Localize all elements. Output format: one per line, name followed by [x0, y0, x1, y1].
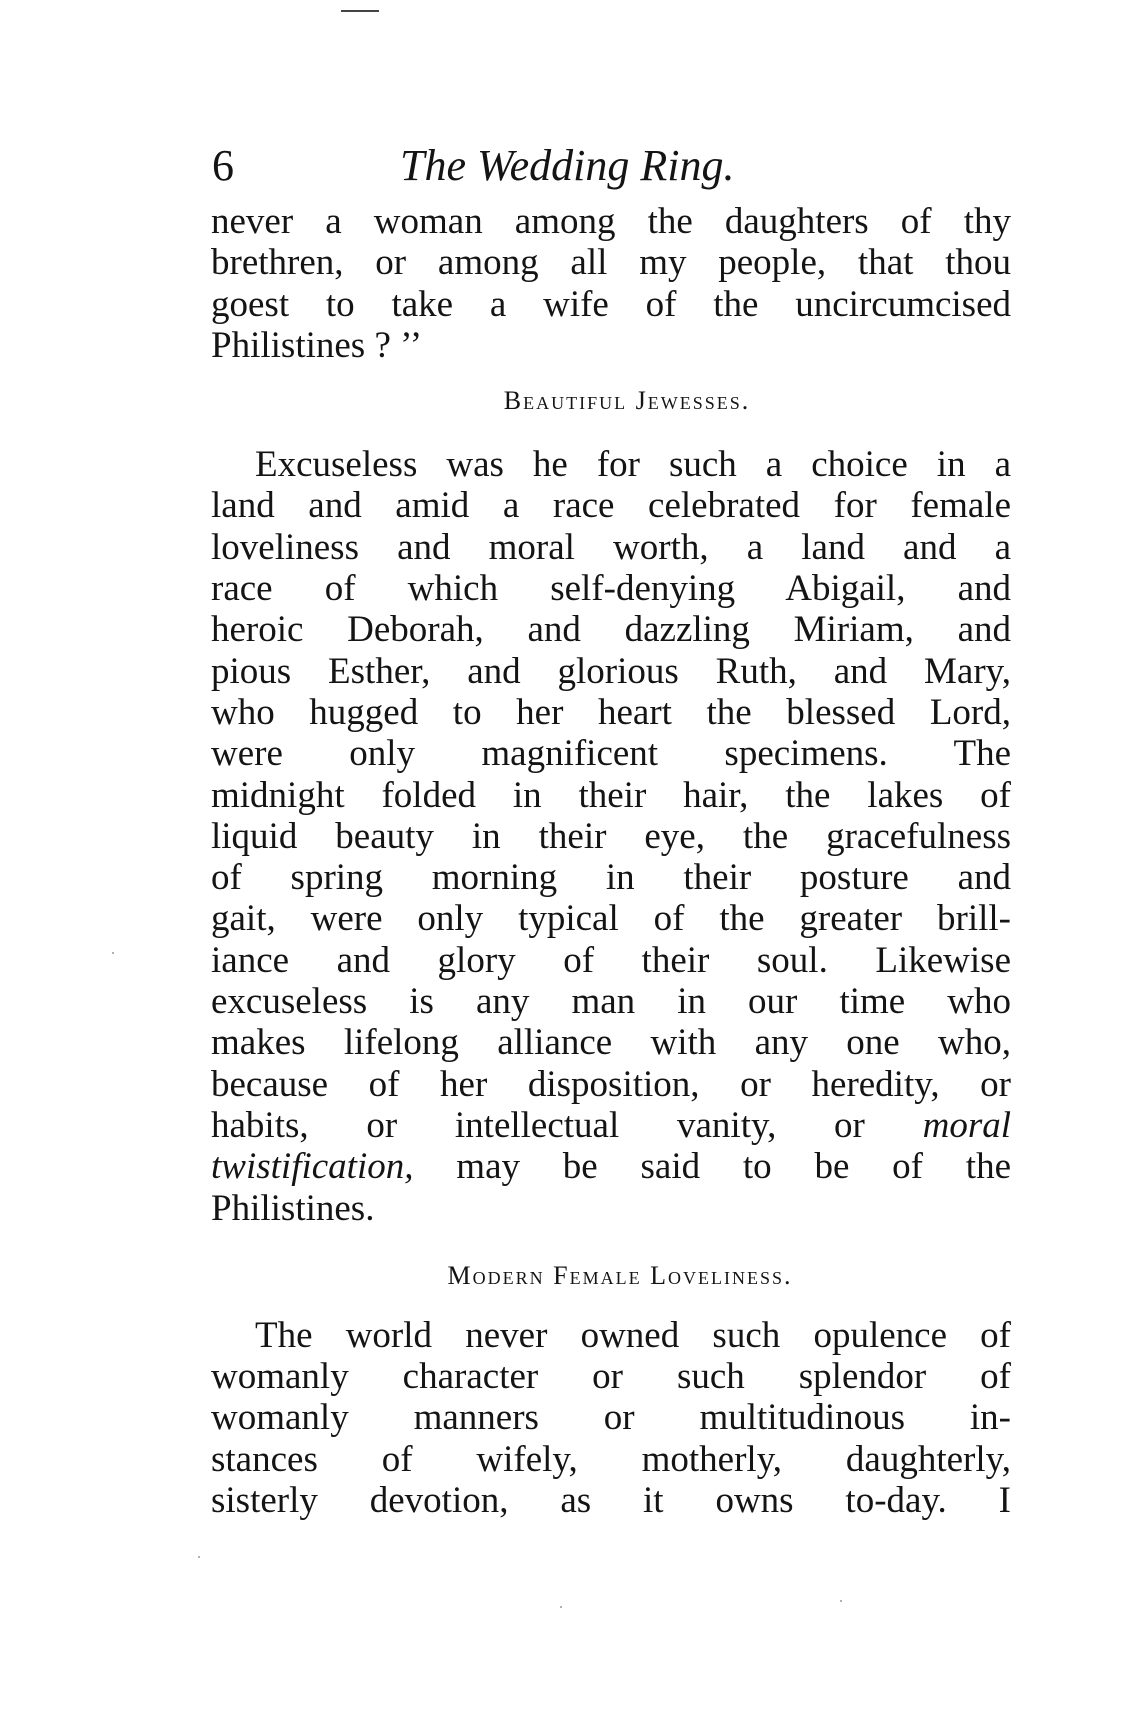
italic-word-moral: moral [922, 1104, 1011, 1146]
opening-paragraph [211, 201, 1011, 366]
text-line: of spring morning in their posture and [211, 857, 1011, 899]
text-line: land and amid a race celebrated for female [211, 485, 1011, 527]
text-segment: may be said to be of the [456, 1146, 1012, 1188]
text-line: brethren, or among all my people, that thou [211, 242, 1011, 284]
text-line-habits [211, 1105, 1011, 1146]
text-line: excuseless is any man in our time who [211, 981, 1011, 1023]
section-heading-beautiful-jewesses: Beautiful Jewesses. [503, 386, 751, 416]
paper-speck [198, 1556, 200, 1558]
page-body [211, 201, 1011, 1521]
running-title: The Wedding Ring. [400, 141, 735, 190]
page-header [0, 138, 1146, 194]
text-line: makes lifelong alliance with any one who, [211, 1022, 1011, 1064]
text-line: stances of wifely, motherly, daughterly, [211, 1438, 1011, 1480]
text-line: were only magnificent specimens. The [211, 733, 1011, 775]
text-line: who hugged to her heart the blessed Lord, [211, 691, 1011, 733]
text-line-twistification [211, 1146, 1011, 1187]
text-line: goest to take a wife of the uncircumcised [211, 283, 1011, 325]
top-rule [341, 10, 379, 12]
text-line: iance and glory of their soul. Likewise [211, 939, 1011, 981]
text-line: midnight folded in their hair, the lakes of [211, 774, 1011, 816]
text-line: race of which self-denying Abigail, and [211, 568, 1011, 610]
text-line: womanly character or such splendor of [211, 1356, 1011, 1398]
paper-speck [560, 1606, 562, 1608]
text-line: gait, were only typical of the greater brill- [211, 898, 1011, 940]
text-line: loveliness and moral worth, a land and a [211, 526, 1011, 568]
page-number: 6 [212, 141, 234, 190]
text-line: Excuseless was he for such a choice in a [255, 444, 1011, 486]
text-line: pious Esther, and glorious Ruth, and Mary, [211, 650, 1011, 692]
text-line: never a woman among the daughters of thy [211, 201, 1011, 242]
paper-speck [840, 1600, 842, 1602]
section-1-paragraph [211, 444, 1011, 1229]
text-line: because of her disposition, or heredity, or [211, 1063, 1011, 1105]
text-segment: habits, or intellectual vanity, or [211, 1104, 865, 1146]
italic-word-twistification: twistification, [211, 1146, 414, 1188]
text-line: liquid beauty in their eye, the gracefulness [211, 815, 1011, 857]
text-line: Philistines ? ’’ [211, 324, 423, 366]
text-line: womanly manners or multitudinous in- [211, 1397, 1011, 1439]
section-heading-modern-female-loveliness: Modern Female Loveliness. [447, 1260, 793, 1290]
text-line: sisterly devotion, as it owns to-day. I [211, 1480, 1011, 1522]
text-line: Philistines. [211, 1187, 375, 1229]
text-line: The world never owned such opulence of [255, 1314, 1011, 1356]
paper-speck [112, 952, 114, 954]
text-line: heroic Deborah, and dazzling Miriam, and [211, 609, 1011, 651]
section-2-paragraph [211, 1315, 1011, 1521]
